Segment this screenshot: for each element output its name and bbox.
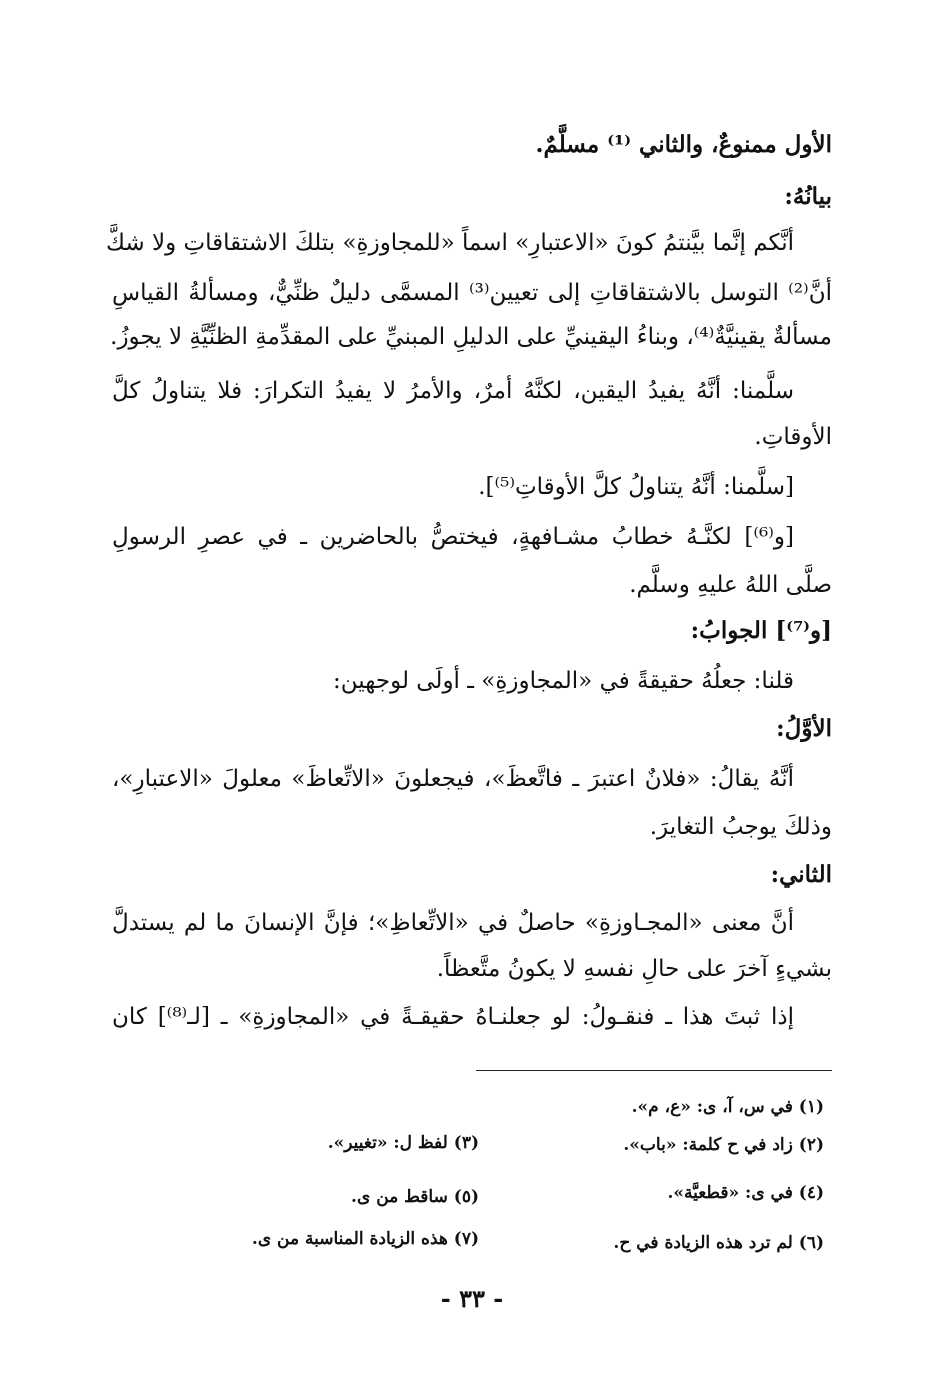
text-line: [و⁽⁶⁾] لكنَّـهُ خطابُ مشـافهةٍ، فيختصُّ بالحاضرين ـ في عصرِ الرسولِ — [112, 524, 794, 550]
section-heading: بيانُهُ: — [784, 183, 832, 210]
text-line: مسألةٌ يقينيَّةٌ⁽⁴⁾، وبناءُ اليقينيِّ على الدليلِ المبنيِّ على المقدِّمةِ الظنِّيَّةِ لا يجوزُ. — [110, 324, 832, 350]
text-line: أنَّكم إنَّما بيَّنتمُ كونَ «الاعتبارِ» اسماً «للمجاوزةِ» بتلكَ الاشتقاقاتِ ولا شكَّ — [105, 230, 794, 256]
text-line: سلَّمنا: أنَّهُ يفيدُ اليقين، لكنَّهُ أمرٌ، والأمرُ لا يفيدُ التكرارَ: فلا يتناولُ كلَّ — [112, 378, 794, 404]
text-line: أنَّ معنى «المجـاوزةِ» حاصلٌ في «الاتِّعاظِ»؛ فإنَّ الإنسانَ ما لم يستدلَّ — [112, 910, 794, 936]
footnote-7: (٧) هذه الزيادة المناسبة من ى. — [251, 1229, 479, 1249]
footnote-5: (٥) ساقط من ى. — [351, 1187, 479, 1207]
section-heading: [و⁽⁷⁾] الجوابُ: — [690, 617, 832, 644]
section-heading: الأوَّلُ: — [776, 715, 832, 742]
text-line: قلنا: جعلُهُ حقيقةً في «المجاوزةِ» ـ أولَى لوجهين: — [333, 668, 794, 694]
text-line: إذا ثبتَ هذا ـ فنقـولُ: لو جعلنـاهُ حقيقـةً في «المجاوزةِ» ـ [لـ⁽⁸⁾] كان — [112, 1004, 794, 1030]
text-line: أنَّهُ يقالُ: «فلانٌ اعتبرَ ـ فاتَّعظَ»، فيجعلونَ «الاتِّعاظَ» معلولَ «الاعتبارِ»، — [112, 766, 794, 792]
footnote-4: (٤) في ى: «قطعيَّة». — [667, 1183, 824, 1203]
text-line: أنَّ⁽²⁾ التوسل بالاشتقاقاتِ إلى تعيين⁽³⁾ المسمَّى دليلٌ ظنِّيٌّ، ومسألةُ القياسِ — [112, 280, 832, 306]
text-line: [سلَّمنا: أنَّهُ يتناولُ كلَّ الأوقاتِ⁽⁵⁾]. — [478, 474, 794, 500]
text-line: بشيءٍ آخرَ على حالِ نفسهِ لا يكونُ متَّعظاً. — [436, 956, 832, 982]
section-heading: الثاني: — [770, 861, 832, 888]
text-line: الأول ممنوعٌ، والثاني ⁽¹⁾ مسلَّمٌ. — [535, 131, 832, 158]
footnote-1: (١) في س، آ، ى: «ع، م». — [631, 1097, 824, 1117]
page-number: - ٣٣ - — [440, 1284, 504, 1313]
text-line: الأوقاتِ. — [754, 424, 832, 450]
text-line: صلَّى اللهُ عليهِ وسلَّم. — [629, 572, 832, 598]
footnote-2: (٢) زاد في ح كلمة: «باب». — [623, 1135, 824, 1155]
footnote-6: (٦) لم ترد هذه الزيادة في ح. — [613, 1233, 824, 1253]
footnote-divider — [476, 1070, 832, 1071]
text-line: وذلكَ يوجبُ التغايرَ. — [649, 814, 832, 840]
footnote-3: (٣) لفظ ل: «تغيير». — [327, 1133, 479, 1153]
